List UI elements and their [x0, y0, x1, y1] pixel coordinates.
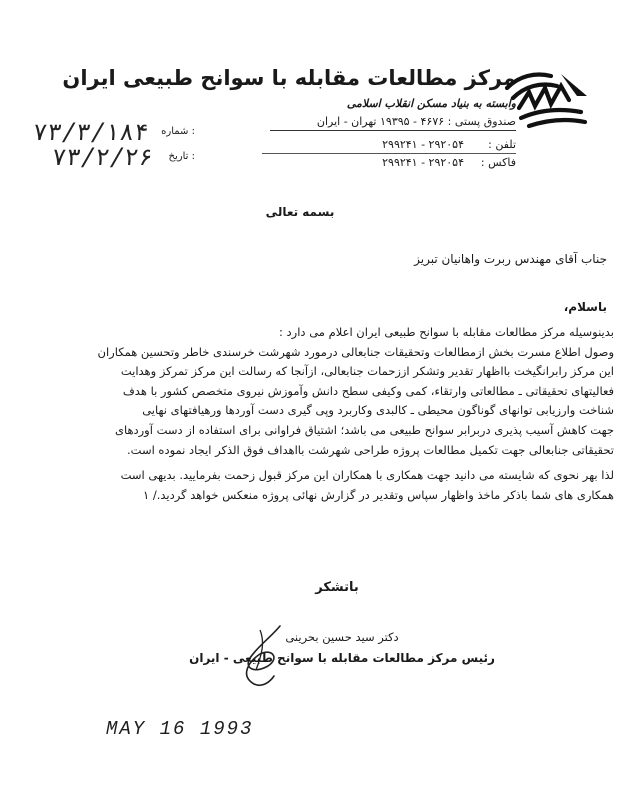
body-line: وصول اطلاع مسرت بخش ازمطالعات وتحقیقات جنابعالی درمورد شهرشت خرسندی خاطر وتحسین همکاران: [97, 344, 614, 359]
body-line: تحقیقاتی جنابعالی جهت تکمیل مطالعات پروژه طراحی شهرشت بااهداف فوق الذکر ایجاد نموده است.: [127, 442, 614, 457]
telephone-label: تلفن :: [488, 138, 516, 151]
salutation: باسلام،: [563, 300, 607, 314]
fax-label: فاکس :: [480, 156, 516, 169]
number-handwritten-value: ۷۳/۳/۱۸۴: [31, 118, 151, 146]
letter-body: [22, 323, 614, 505]
body-line: فعالیتهای تحقیقاتی ـ مطالعاتی وارتقاء، کمی وکیفی سطح دانش وآموزش نیروی متخصص کشور با هدف: [122, 383, 614, 398]
number-label: شماره :: [161, 126, 195, 137]
date-label: تاریخ :: [168, 151, 195, 162]
body-line: این مرکز رابرانگیخت بااظهار تقدیر وتشکر اززحمات جنابعالی، ازآنجا که رسالت این مرکز تمرکز وهدایت: [120, 364, 614, 379]
signatory-title: رئیس مرکز مطالعات مقابله با سوانح طبیعی - ایران: [189, 651, 495, 665]
fax-value: ۲۹۲۰۵۴ - ۲۹۹۲۴۱: [382, 156, 464, 169]
signatory-name: دکتر سید حسین بحرینی: [285, 630, 399, 644]
handwritten-gregorian-date: MAY 16 1993: [106, 718, 254, 740]
organization-name: مرکز مطالعات مقابله با سوانح طبیعی ایران: [62, 66, 516, 90]
body-line: بدینوسیله مرکز مطالعات مقابله با سوانح طبیعی ایران اعلام می دارد :: [279, 325, 614, 339]
organization-affiliation: وابسته به بنیاد مسکن انقلاب اسلامی: [346, 97, 516, 110]
letter-number: [31, 118, 195, 146]
organization-logo: [499, 66, 591, 136]
letter-date: [35, 143, 195, 171]
divider-line: [270, 130, 516, 131]
fax: [382, 156, 516, 169]
body-line: لذا بهر نحوی که شایسته می دانید جهت همکاری با همکاران این مرکز قبول زحمت بفرمایید. بدیهی است: [120, 468, 614, 483]
body-line: شناخت وارزیابی توانهای گوناگون محیطی ـ کالبدی وکاربرد وپی گیری دست آوردها ورهیافتهای نهایی: [142, 403, 614, 418]
divider-line: [262, 153, 516, 154]
telephone: [382, 138, 516, 151]
addressee: جناب آقای مهندس ربرت واهانیان تبریز: [414, 252, 607, 266]
po-box: صندوق پستی : ۴۶۷۶ - ۱۹۳۹۵ تهران - ایران: [316, 115, 516, 128]
body-line: جهت کاهش آسیب پذیری دربرابر سوانح طبیعی می باشد؛ اشتیاق فراوانی برای استفاده از دست آوردهای: [114, 422, 614, 437]
closing: باتشکر: [315, 580, 359, 595]
telephone-value: ۲۹۲۰۵۴ - ۲۹۹۲۴۱: [382, 138, 464, 151]
invocation-heading: بسمه تعالی: [265, 205, 335, 219]
body-line: همکاری های شما باذکر ماخذ واظهار سپاس وتقدیر در گزارش نهائی پروژه منعکس خواهد گردید./ ۱: [142, 487, 614, 502]
date-handwritten-value: ۷۳/۲/۲۶: [50, 143, 155, 171]
